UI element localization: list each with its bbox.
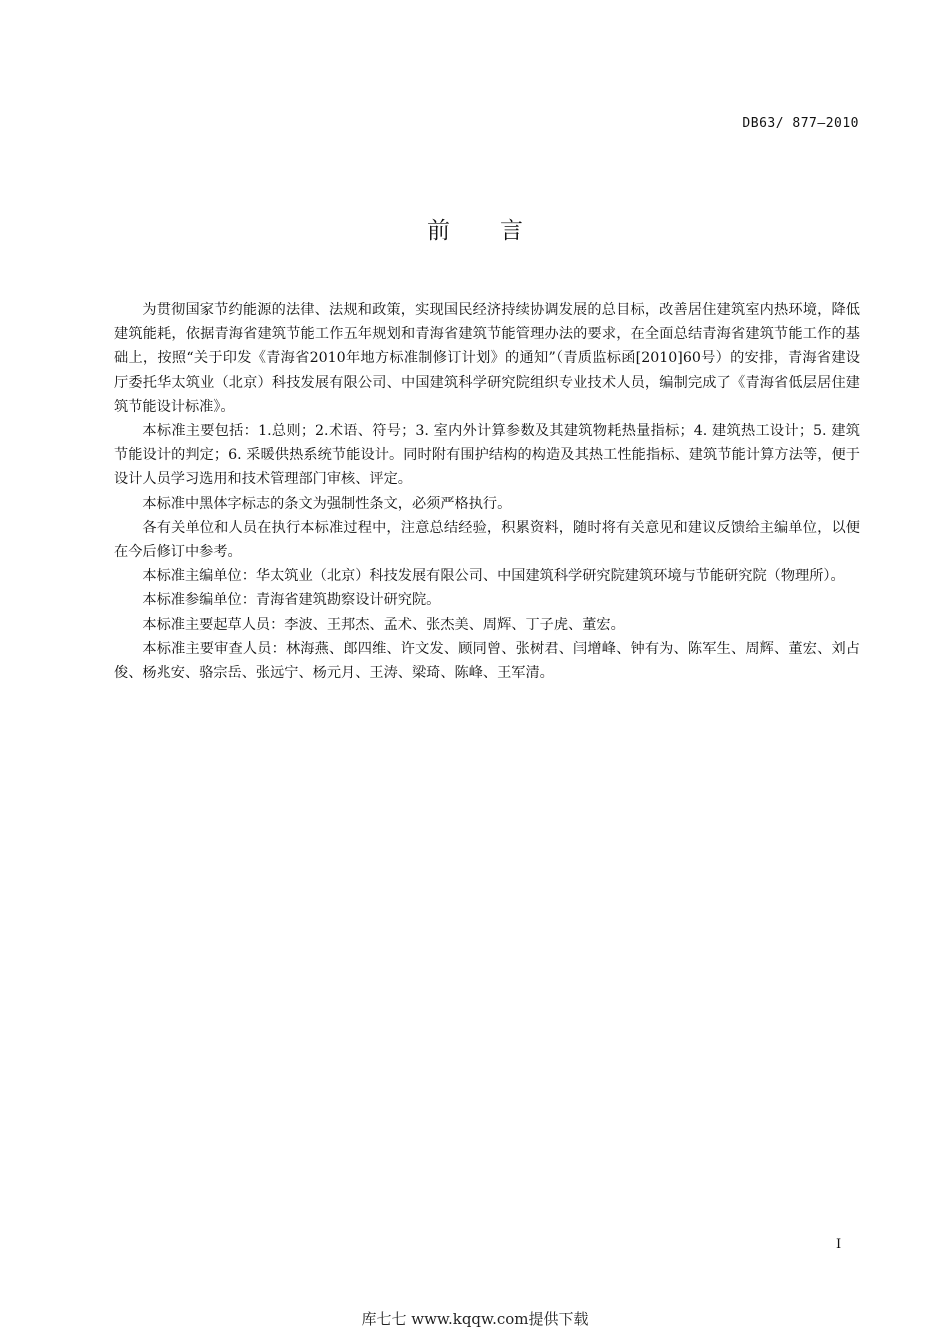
paragraph-mandatory: 本标准中黑体字标志的条文为强制性条文，必须严格执行。 <box>142 495 512 512</box>
foreword-body <box>114 298 860 685</box>
page-title: 前言 <box>427 218 573 244</box>
page-number: I <box>836 1237 842 1252</box>
paragraph-reviewers: 本标准主要审查人员：林海燕、郎四维、许文发、顾同曾、张树君、闫增峰、钟有为、陈军生、周辉、董宏、刘占俊、杨兆安、骆宗岳、张远宁、杨元月、王涛、梁琦、陈峰、王军清。 <box>114 640 860 682</box>
document-code: DB63/ 877—2010 <box>742 116 859 131</box>
download-footer: 库七七 www.kqqw.com提供下载 <box>361 1310 589 1328</box>
paragraph-purpose: 为贯彻国家节约能源的法律、法规和政策，实现国民经济持续协调发展的总目标，改善居住建筑室内热环境，降低建筑能耗，依据青海省建筑节能工作五年规划和青海省建筑节能管理办法的要求，在全面总结青海省建筑节能工作的基础上，按照“关于印发《青海省2010年地方标准制修订计划》的通知”（青质监标函[2010]60号）的安排，青海省建设厅委托华太筑业（北京）科技发展有限公司、中国建筑科学研究院组织专业技术人员，编制完成了《青海省低层居住建筑节能设计标准》。 <box>114 302 860 415</box>
paragraph-contents: 本标准主要包括：1.总则；2.术语、符号；3. 室内外计算参数及其建筑物耗热量指标；4. 建筑热工设计；5. 建筑节能设计的判定；6. 采暖供热系统节能设计。同时附有围护结构的构造及其热工性能指标、建筑节能计算方法等，便于设计人员学习选用和技术管理部门审核、评定。 <box>114 423 860 488</box>
paragraph-chief-editor: 本标准主编单位：华太筑业（北京）科技发展有限公司、中国建筑科学研究院建筑环境与节能研究院（物理所）。 <box>142 568 845 585</box>
paragraph-feedback: 各有关单位和人员在执行本标准过程中，注意总结经验，积累资料，随时将有关意见和建议反馈给主编单位，以便在今后修订中参考。 <box>114 519 860 561</box>
paragraph-drafters: 本标准主要起草人员：李波、王邦杰、孟术、张杰美、周辉、丁子虎、董宏。 <box>142 616 625 633</box>
paragraph-participating: 本标准参编单位：青海省建筑勘察设计研究院。 <box>142 592 441 609</box>
